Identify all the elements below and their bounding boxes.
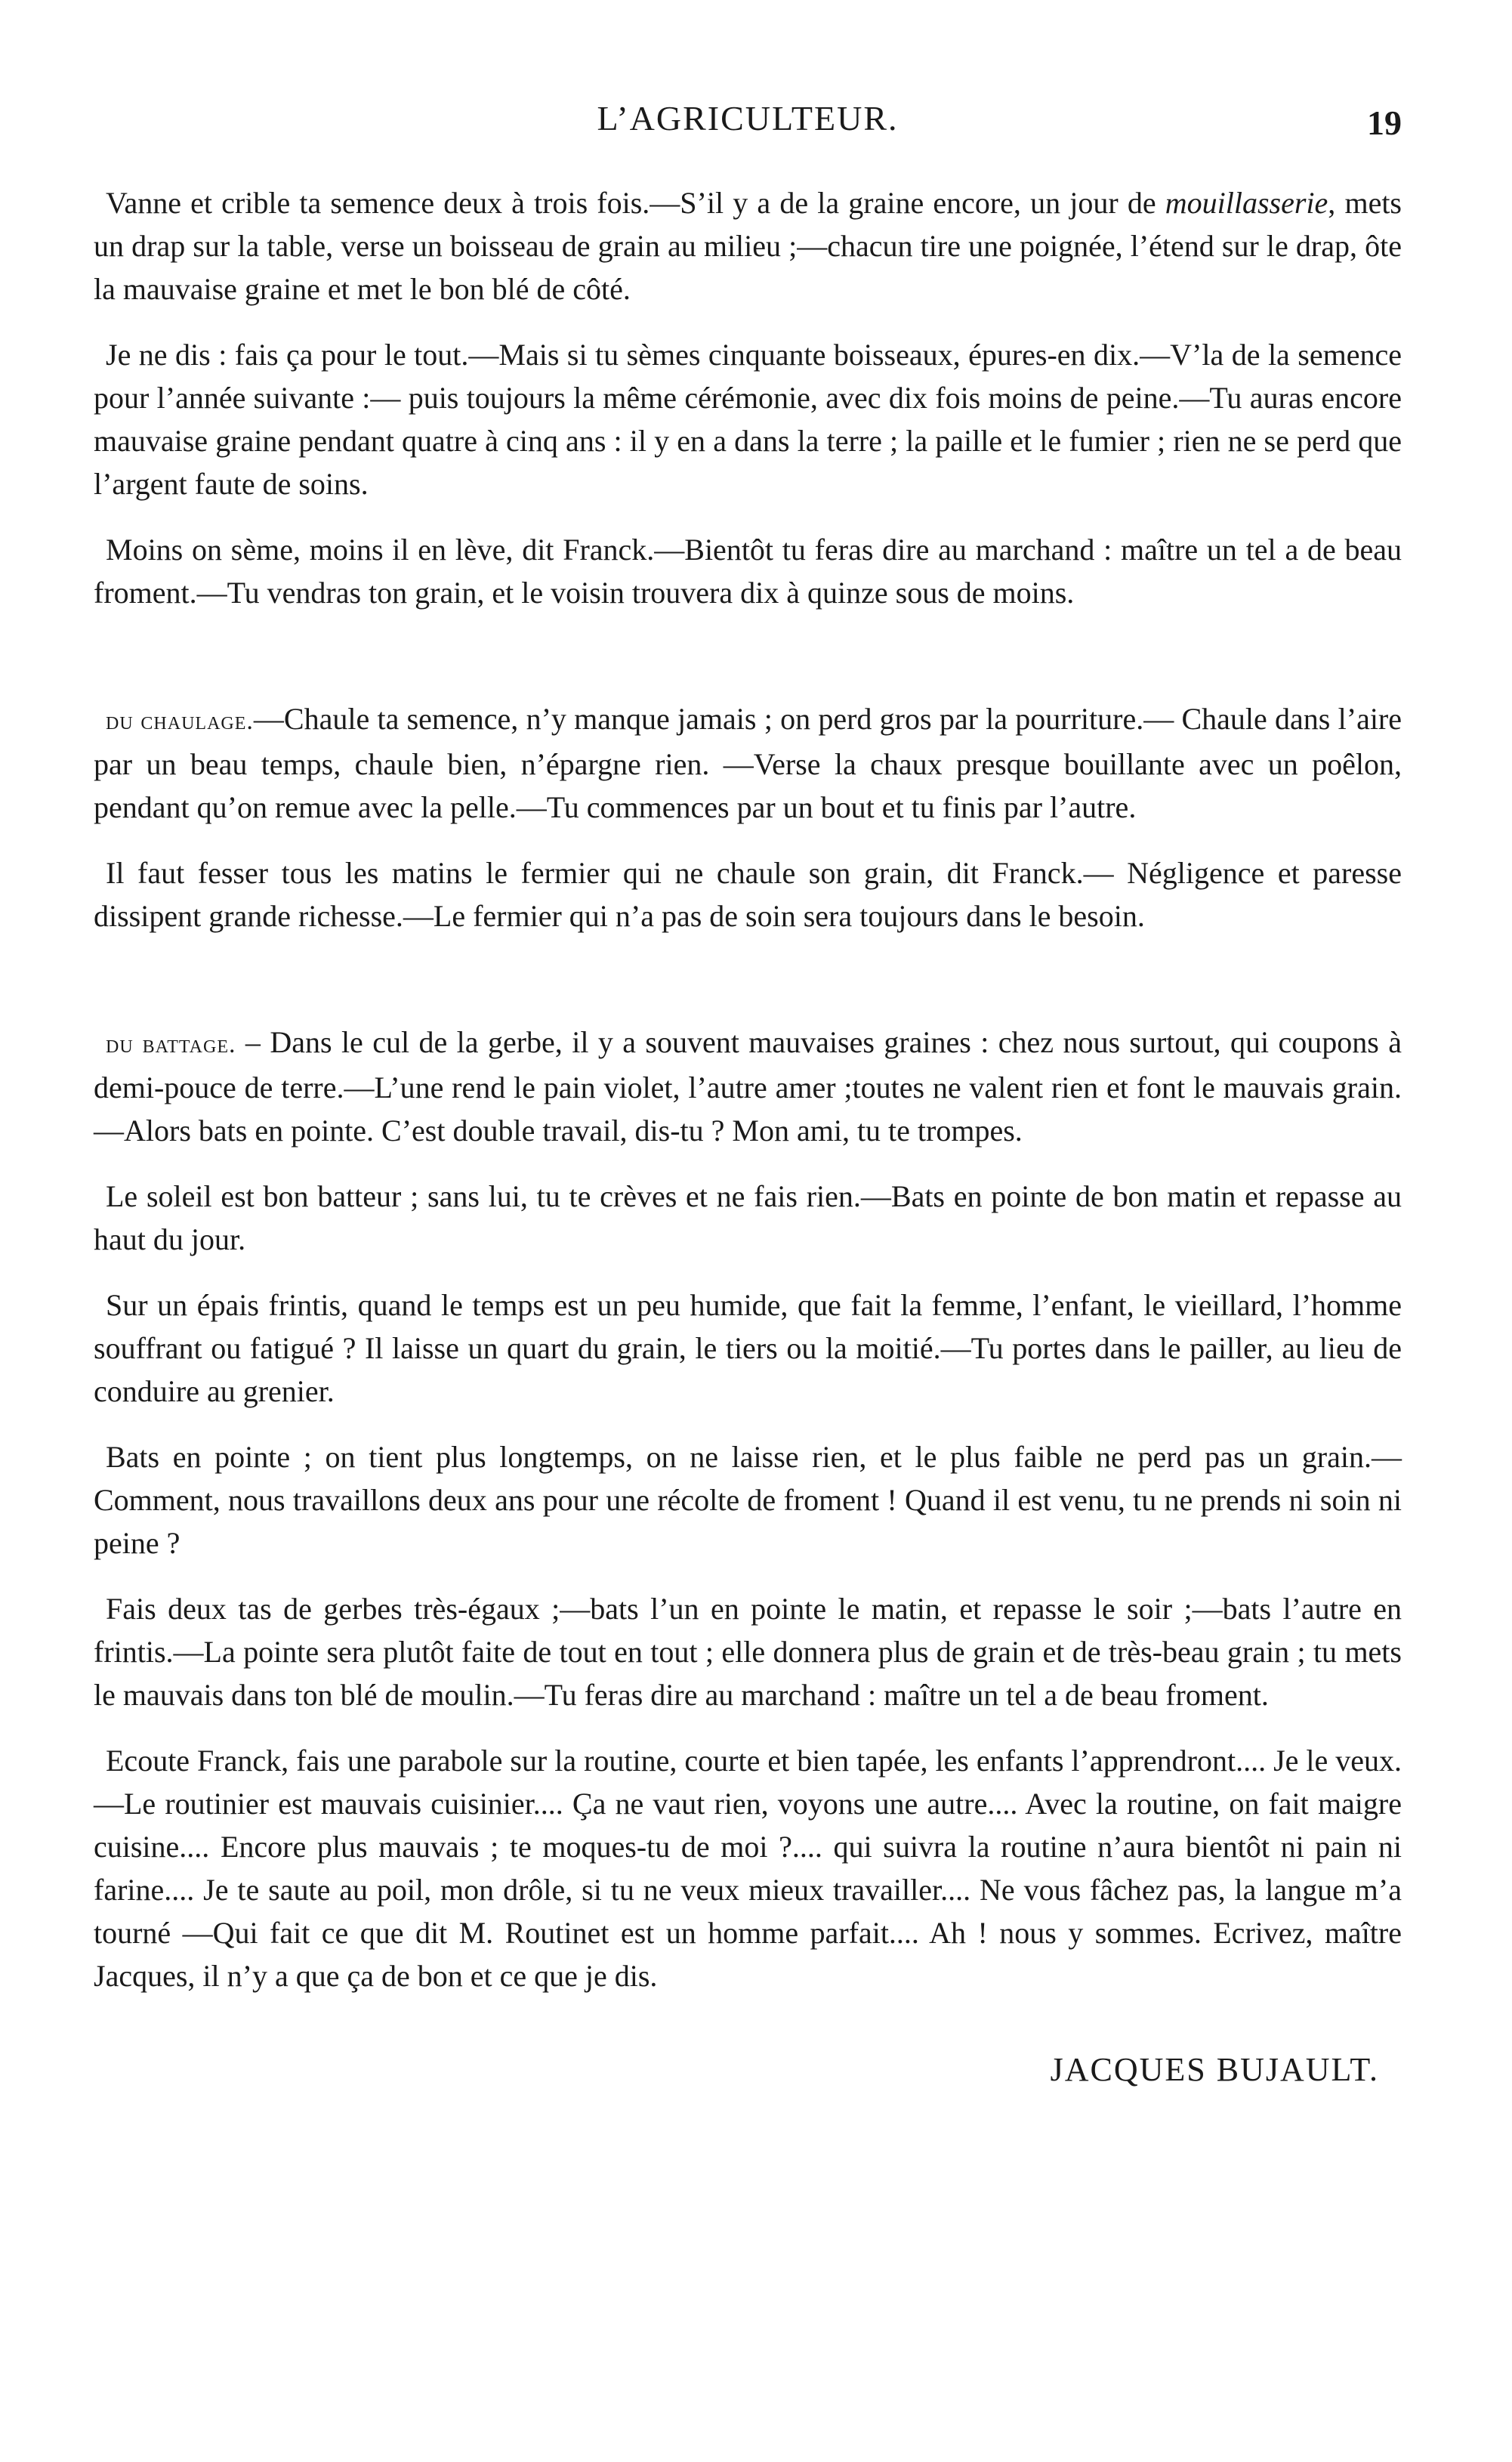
italic-term: mouillasserie [1165,186,1328,220]
section-heading-battage: du battage. [106,1030,236,1058]
paragraph-soleil: Le soleil est bon batteur ; sans lui, tu te crèves et ne fais rien.—Bats en pointe de bon matin et repasse au haut du jour. [94,1179,1402,1256]
running-title: L’AGRICULTEUR. [597,99,899,137]
paragraph-text: Vanne et crible ta semence deux à trois fois.—S’il y a de la graine encore, un jour de [106,186,1165,220]
section-chaulage [94,697,1402,829]
paragraph-epures: Je ne dis : fais ça pour le tout.—Mais si tu sèmes cinquante boisseaux, épures-en dix.—V’la de la semence pour l’année suivante :— puis toujours la même cérémonie, avec dix fois moins de peine.—Tu auras encore mauvaise graine pendant quatre à cinq ans : il y en a dans la terre ; la paille et le fumier ; rien ne se perd que l’argent faute de soins. [94,338,1402,501]
page-header [94,98,1402,159]
paragraph-deux-tas: Fais deux tas de gerbes très-égaux ;—bats l’un en pointe le matin, et repasse le soir ;—bats l’autre en frintis.—La pointe sera plutôt faite de tout en tout ; elle donnera plus de grain et de très-beau grain ; tu mets le mauvais dans ton blé de moulin.—Tu feras dire au marchand : maître un tel a de beau froment. [94,1592,1402,1712]
paragraph-frintis: Sur un épais frintis, quand le temps est un peu humide, que fait la femme, l’enfant, le vieillard, l’homme souffrant ou fatigué ? Il laisse un quart du grain, le tiers ou la moitié.—Tu portes dans le pailler, au lieu de conduire au grenier. [94,1288,1402,1408]
paragraph-routine: Ecoute Franck, fais une parabole sur la routine, courte et bien tapée, les enfants l’apprendront.... Je le veux.—Le routinier est mauvais cuisinier.... Ça ne vaut rien, voyons une autre.... Avec la routine, on fait maigre cuisine.... Encore plus mauvais ; te moques-tu de moi ?.... qui suivra la routine n’aura bientôt ni pain ni farine.... Je te saute au poil, mon drôle, si tu ne veux mieux travailler.... Ne vous fâchez pas, la langue m’a tourné —Qui fait ce que dit M. Routinet est un homme parfait.... Ah ! nous y sommes. Ecrivez, maître Jacques, il n’y a que ça de bon et ce que je dis. [94,1744,1402,1993]
section-battage [94,1021,1402,1152]
page-number: 19 [1367,103,1402,142]
paragraph-text: , mets un drap sur la table, verse un boisseau de grain au milieu ;—chacun tire une poignée, l’étend sur le drap, ôte la mauvaise graine et met le bon blé de côté. [94,186,1402,306]
paragraph-moins-on-seme: Moins on sème, moins il en lève, dit Franck.—Bientôt tu feras dire au marchand : maître un tel a de beau froment.—Tu vendras ton grain, et le voisin trouvera dix à quinze sous de moins. [94,533,1402,610]
paragraph-bats-en-pointe: Bats en pointe ; on tient plus longtemps, on ne laisse rien, et le plus faible ne perd pas un grain.—Comment, nous travaillons deux ans pour une récolte de froment ! Quand il est venu, tu ne prends ni soin ni peine ? [94,1440,1402,1560]
signature: JACQUES BUJAULT. [1050,2051,1379,2088]
book-page [94,98,1402,2089]
paragraph-text: —Chaule ta semence, n’y manque jamais ; on perd gros par la pourriture.— Chaule dans l’aire par un beau temps, chaule bien, n’épargne rien. —Verse la chaux presque bouillante avec un poêlon, pendant qu’on remue avec la pelle.—Tu commences par un bout et tu finis par l’autre. [94,702,1402,824]
paragraph-fesser: Il faut fesser tous les matins le fermier qui ne chaule son grain, dit Franck.— Négligence et paresse dissipent grande richesse.—Le fermier qui n’a pas de soin sera toujours dans le besoin. [94,856,1402,933]
section-heading-chaulage: du chaulage. [106,707,254,735]
paragraph-text: – Dans le cul de la gerbe, il y a souvent mauvaises graines : chez nous surtout, qui coupons à demi-pouce de terre.—L’une rend le pain violet, l’autre amer ;toutes ne valent rien et font le mauvais grain.—Alors bats en pointe. C’est double travail, dis-tu ? Mon ami, tu te trompes. [94,1025,1402,1148]
paragraph-vanne [94,181,1402,310]
